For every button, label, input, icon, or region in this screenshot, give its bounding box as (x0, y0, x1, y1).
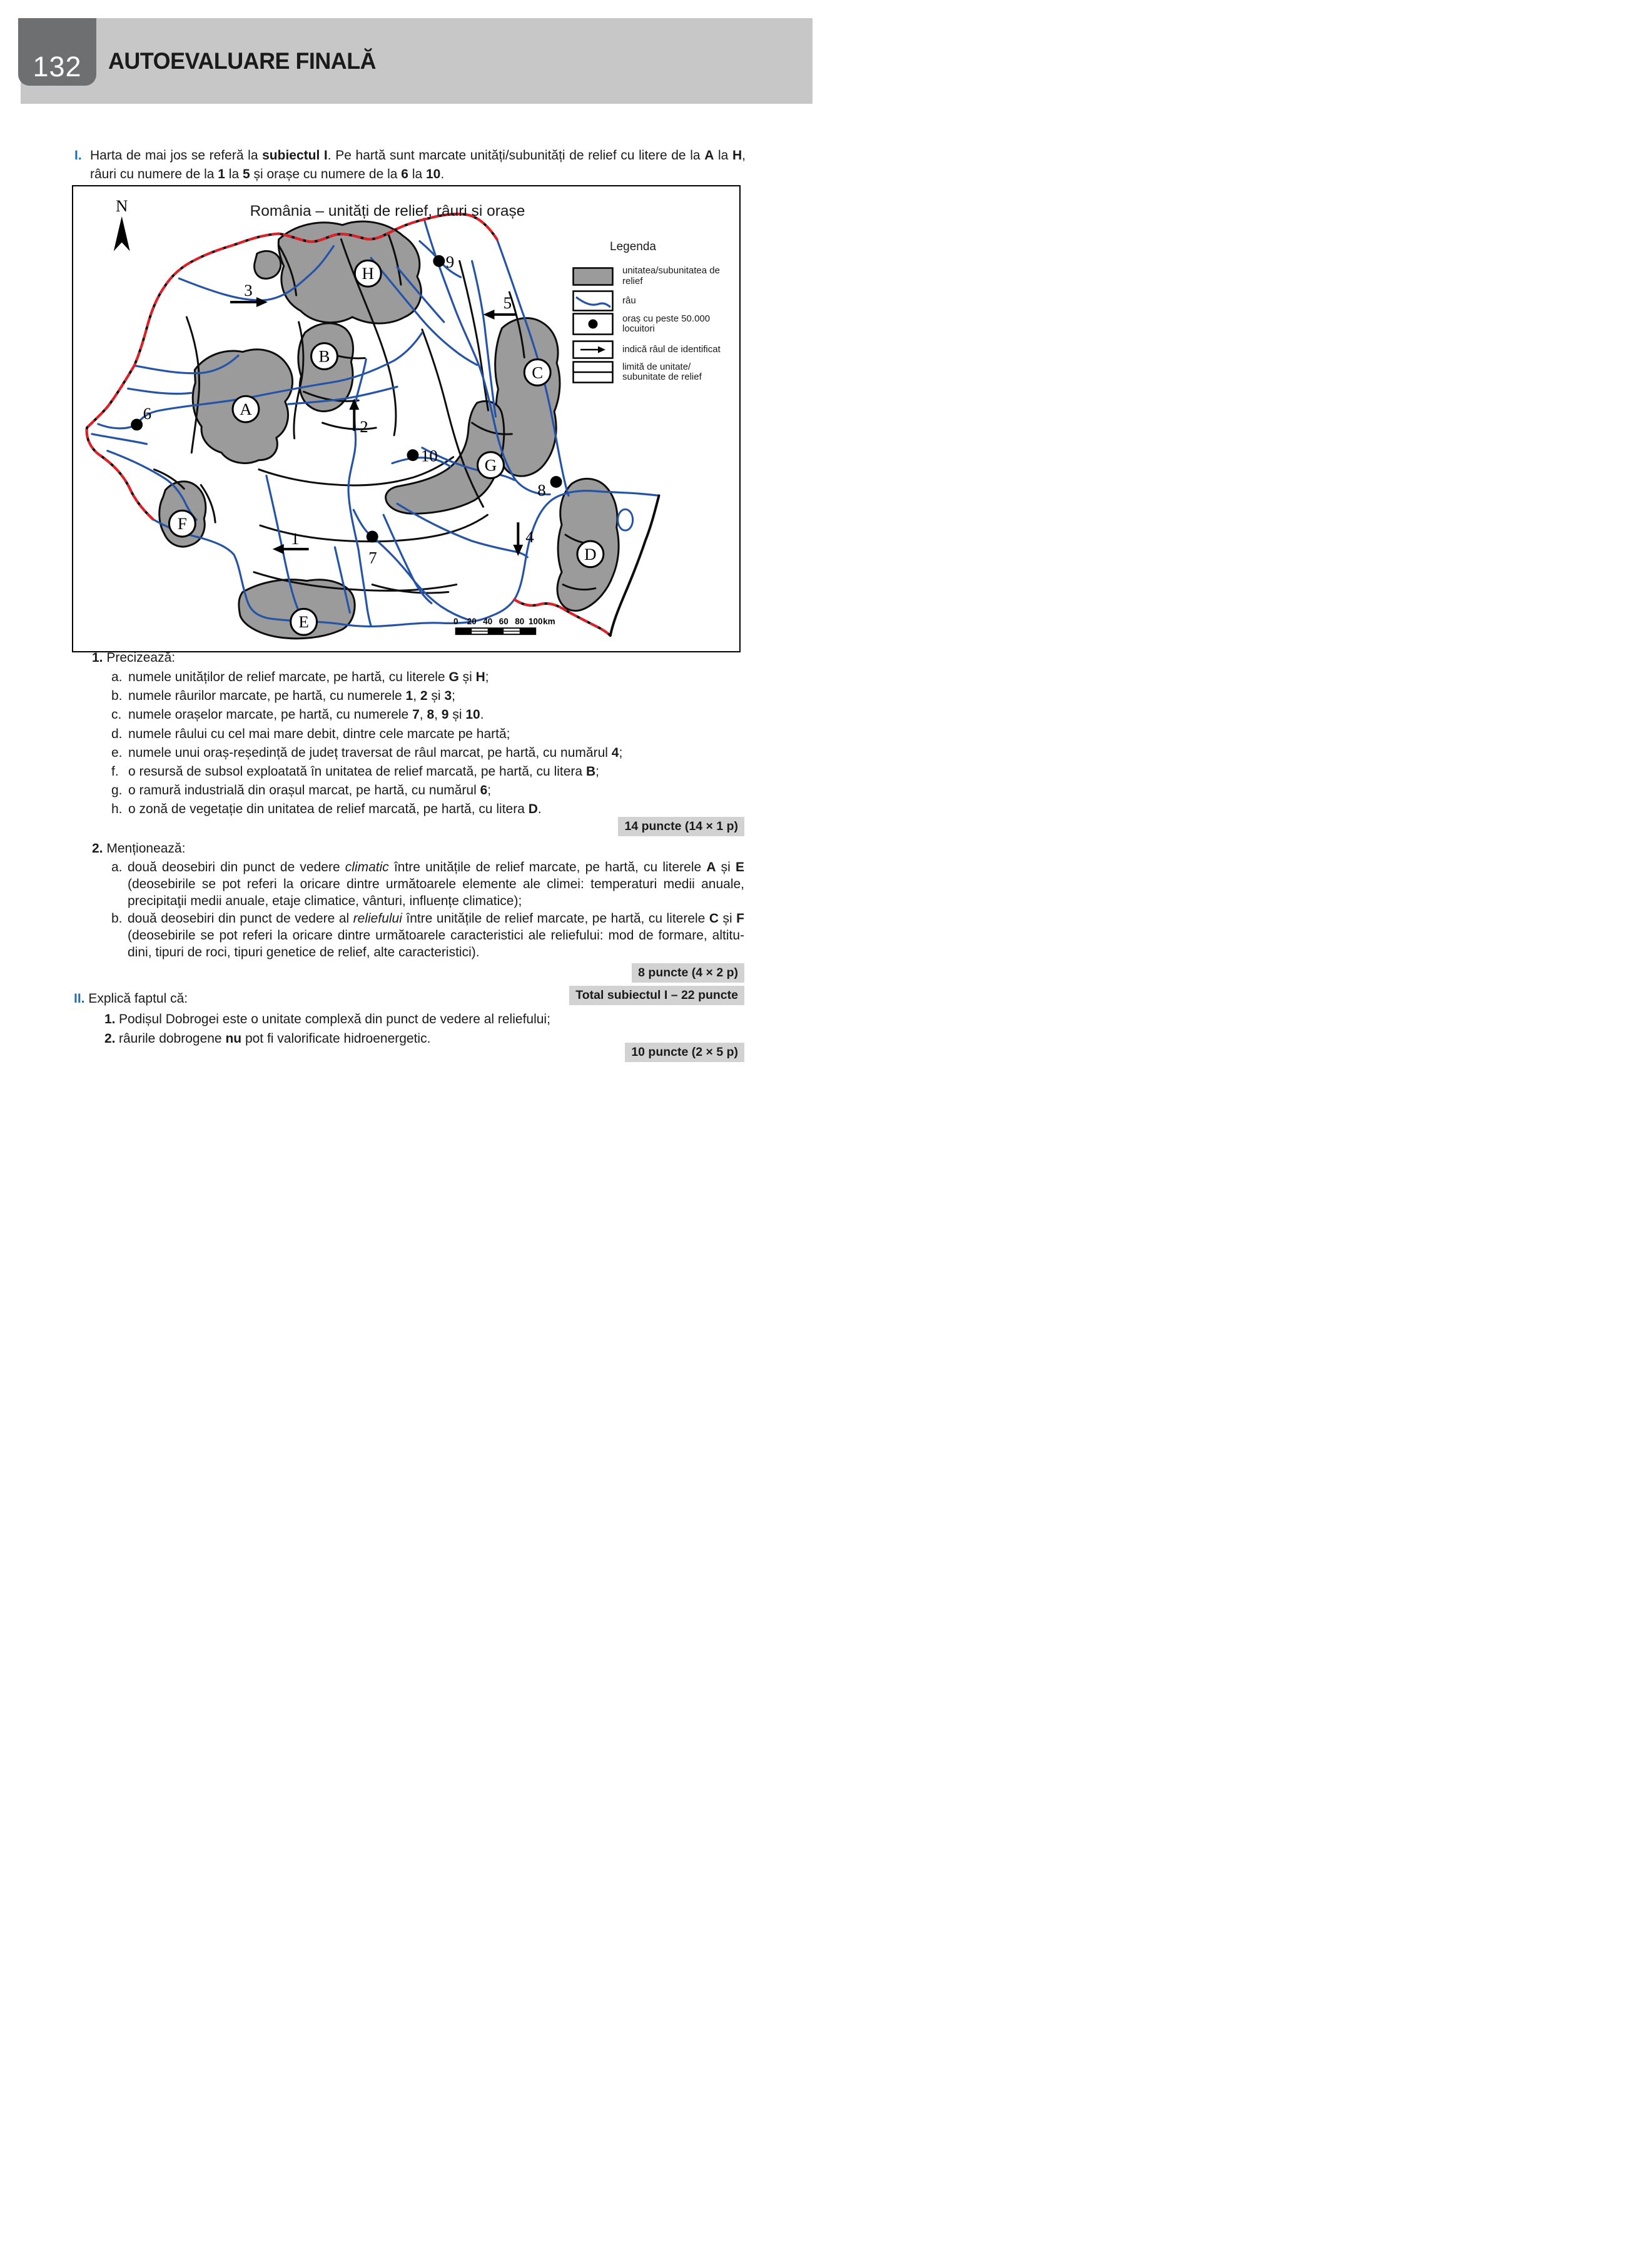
svg-text:B: B (318, 347, 330, 366)
svg-text:40: 40 (483, 617, 493, 627)
arrow-river-3 (230, 281, 268, 307)
river-number-4: 4 (525, 527, 534, 546)
map-figure (72, 185, 741, 652)
intro-paragraph (74, 146, 746, 184)
lake-razim (618, 509, 633, 530)
section-1-heading: 1. Precizează: (92, 651, 176, 665)
question-1d: d. numele râului cu cel mai mare debit, dintre cele marcate pe hartă; (111, 726, 510, 741)
city-number-8: 8 (537, 480, 546, 500)
subject-label: I. (74, 148, 82, 163)
river-number-5: 5 (503, 293, 512, 312)
question-1f: f. o resursă de subsol exploatată în unitatea de relief marcată, pe hartă, cu litera B; (111, 764, 599, 779)
intro-line-2: râuri cu numere de la 1 la 5 și orașe cu numere de la 6 la 10. (90, 167, 445, 181)
city-number-6: 6 (143, 404, 152, 423)
legend-item-limit: limită de unitate/ subunitate de relief (572, 361, 735, 383)
textbook-page (0, 0, 812, 1134)
city-dot-10 (407, 449, 418, 461)
score-badge-2: 8 puncte (4 × 2 p) (632, 963, 744, 983)
section-II-heading: II. Explică faptul că: (74, 991, 188, 1006)
map-legend (572, 240, 739, 382)
svg-text:80: 80 (515, 617, 525, 627)
letter-marker-e (291, 609, 317, 635)
svg-text:20: 20 (467, 617, 477, 627)
svg-text:D: D (584, 544, 597, 564)
city-number-7: 7 (368, 548, 377, 567)
question-2b-line2: (deosebirile se pot referi la oricare dintre următoarele caracteristici ale reliefului: mod de formare, altitu- (128, 928, 744, 943)
score-badge-II: 10 puncte (2 × 5 p) (625, 1043, 744, 1062)
question-II-1: 1. Podișul Dobrogei este o unitate complexă din punct de vedere al reliefului; (104, 1012, 550, 1026)
question-2a-line2: (deosebirile se pot referi la oricare dintre următoarele elemente ale climei: temperaturi medii anuale, (128, 877, 744, 892)
arrow-river-1 (273, 529, 309, 554)
question-2a-line3: precipitaţii medii anuale, etaje climatice, vânturi, influențe climatice); (128, 894, 522, 909)
city-dot-swatch-icon (572, 313, 614, 335)
svg-text:100: 100 (529, 617, 543, 627)
question-1g: g. o ramură industrială din orașul marcat, pe hartă, cu numărul 6; (111, 783, 492, 798)
question-1a: a. numele unităților de relief marcate, pe hartă, cu literele G și H; (111, 670, 489, 684)
question-1e: e. numele unui oraș-reședință de județ traversat de râul marcat, pe hartă, cu numărul 4; (111, 745, 623, 760)
unit-limit-swatch-icon (572, 361, 614, 383)
section-2 (92, 839, 744, 960)
svg-text:0: 0 (453, 617, 458, 627)
svg-text:60: 60 (499, 617, 509, 627)
map-title: România – unități de relief, râuri și orașe (250, 203, 525, 220)
subject-II-label: II. (74, 991, 85, 1006)
letter-marker-g (478, 452, 504, 478)
river-number-3: 3 (244, 281, 253, 300)
north-label: N (115, 196, 128, 215)
svg-text:C: C (532, 363, 544, 382)
letter-marker-c (524, 360, 550, 386)
legend-item-river: râu (572, 290, 735, 311)
legend-item-city: oraș cu peste 50.000 locuitori (572, 313, 735, 335)
river-cris-2 (128, 388, 192, 393)
legend-title: Legenda (610, 240, 656, 253)
relief-units (159, 221, 619, 639)
arrow-river-5 (483, 293, 516, 320)
arrow-river-2 (349, 398, 368, 436)
page-number: 132 (33, 51, 82, 83)
river-olt (348, 360, 371, 627)
svg-text:E: E (298, 612, 309, 632)
page-title: AUTOEVALUARE FINALĂ (108, 48, 377, 74)
page-number-box (18, 18, 96, 86)
question-1b: b. numele râurilor marcate, pe hartă, cu numerele 1, 2 și 3; (111, 689, 455, 704)
score-badge-1: 14 puncte (14 × 1 p) (618, 817, 744, 836)
svg-text:G: G (484, 455, 497, 475)
city-number-9: 9 (445, 252, 455, 271)
relief-swatch-icon (572, 267, 614, 286)
question-1h: h. o zonă de vegetație din unitatea de relief marcată, pe hartă, cu litera D. (111, 802, 542, 817)
city-dot-7 (367, 531, 378, 543)
question-1c: c. numele orașelor marcate, pe hartă, cu numerele 7, 8, 9 și 10. (111, 707, 484, 722)
city-number-10: 10 (420, 446, 438, 465)
section-II (74, 990, 744, 1046)
letter-marker-f (169, 510, 195, 537)
river-number-2: 2 (360, 417, 368, 436)
letter-marker-b (311, 343, 338, 370)
question-2b-line1: b. două deosebiri din punct de vedere al reliefului între unitățile de relief marcate, pe hartă, cu literele C și F (111, 911, 744, 926)
svg-text:A: A (240, 400, 252, 419)
relief-unit-small-west (255, 251, 281, 278)
svg-text:H: H (362, 264, 374, 283)
river-bega (92, 434, 147, 444)
question-2a-line1: a. două deosebiri din punct de vedere climatic între unitățile de relief marcate, pe hartă, cu literele A și E (111, 860, 744, 874)
river-barlad (472, 261, 496, 417)
section-1 (92, 649, 744, 817)
scale-bar (453, 617, 555, 634)
svg-text:F: F (177, 514, 187, 534)
letter-marker-d (577, 541, 604, 567)
river-arrow-swatch-icon (572, 340, 614, 359)
question-II-2: 2. râurile dobrogene nu pot fi valorificate hidroenergetic. (104, 1031, 431, 1046)
city-dot-6 (131, 419, 143, 431)
scale-unit: km (543, 617, 555, 627)
question-2b-line3: dini, tipuri de roci, tipuri genetice de relief, alte caracteristici). (128, 945, 480, 960)
city-dot-9 (433, 255, 445, 267)
letter-marker-h (355, 260, 381, 286)
legend-item-arrow: indică râul de identificat (572, 340, 735, 359)
section-2-heading: 2. Menționează: (92, 841, 186, 856)
intro-line-1: Harta de mai jos se referă la subiectul I. Pe hartă sunt marcate unități/subunități de relief cu litere de la A la H, (90, 148, 746, 163)
relief-unit-c (495, 318, 560, 477)
legend-item-relief: unitatea/subunitatea de relief (572, 266, 735, 286)
river-swatch-icon (572, 290, 614, 311)
river-number-1: 1 (290, 529, 300, 548)
city-dot-8 (550, 476, 562, 488)
letter-marker-a (233, 396, 259, 422)
page-header (21, 18, 812, 104)
score-badge-total: Total subiectul I – 22 puncte (569, 986, 744, 1005)
arrow-river-4 (513, 522, 534, 556)
